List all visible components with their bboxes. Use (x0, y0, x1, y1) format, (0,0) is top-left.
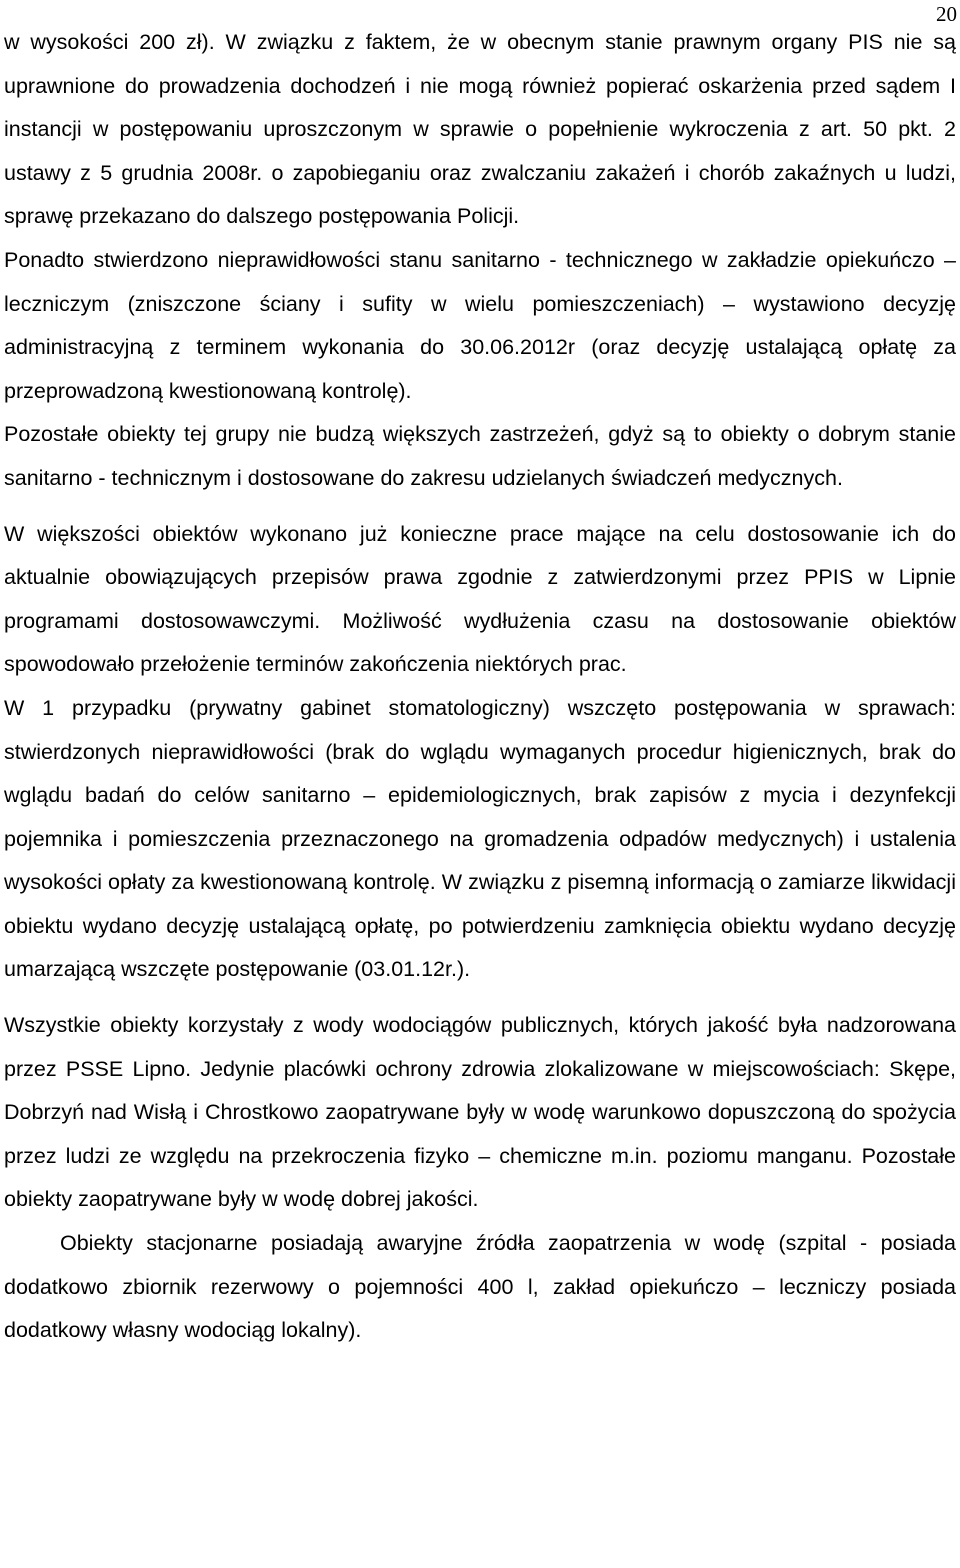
paragraph: W 1 przypadku (prywatny gabinet stomatologiczny) wszczęto postępowania w sprawach: stwierdzonych nieprawidłowości (brak do wglądu wymaganych procedur higienicznych, brak do wglądu badań do celów sanitarno – epidemiologicznych, brak zapisów z mycia i dezynfekcji pojemnika i pomieszczenia przeznaczonego na gromadzenia odpadów medycznych) i ustalenia wysokości opłaty za kwestionowaną kontrolę. W związku z pisemną informacją o zamiarze likwidacji obiektu wydano decyzję ustalającą opłatę, po potwierdzeniu zamknięcia obiektu wydano decyzję umarzającą wszczęte postępowanie (03.01.12r.). (4, 695, 956, 982)
document-body (4, 21, 956, 1353)
paragraph: Ponadto stwierdzono nieprawidłowości stanu sanitarno - technicznego w zakładzie opiekuńczo – leczniczym (zniszczone ściany i sufity w wielu pomieszczeniach) – wystawiono decyzję administracyjną z terminem wykonania do 30.06.2012r (oraz decyzję ustalającą opłatę za przeprowadzoną kwestionowaną kontrolę). (4, 247, 956, 403)
paragraph: Obiekty stacjonarne posiadają awaryjne źródła zaopatrzenia w wodę (szpital - posiada dodatkowo zbiornik rezerwowy o pojemności 400 l, zakład opiekuńczo – leczniczy posiada dodatkowy własny wodociąg lokalny). (4, 1231, 956, 1343)
paragraph: Wszystkie obiekty korzystały z wody wodociągów publicznych, których jakość była nadzorowana przez PSSE Lipno. Jedynie placówki ochrony zdrowia zlokalizowane w miejscowościach: Skępe, Dobrzyń nad Wisłą i Chrostkowo zaopatrywane były w wodę warunkowo dopuszczoną do spożycia przez ludzi ze względu na przekroczenia fizyko – chemiczne m.in. poziomu manganu. Pozostałe obiekty zaopatrywane były w wodę dobrej jakości. (4, 1013, 956, 1212)
paragraph: w wysokości 200 zł). W związku z faktem, że w obecnym stanie prawnym organy PIS nie są uprawnione do prowadzenia dochodzeń i nie mogą również popierać oskarżenia przed sądem I instancji w postępowaniu uproszczonym w sprawie o popełnienie wykroczenia z art. 50 pkt. 2 ustawy z 5 grudnia 2008r. o zapobieganiu oraz zwalczaniu zakażeń i chorób zakaźnych u ludzi, sprawę przekazano do dalszego postępowania Policji. (4, 30, 956, 229)
page-number: 20 (936, 2, 957, 26)
paragraph: W większości obiektów wykonano już konieczne prace mające na celu dostosowanie ich do aktualnie obowiązujących przepisów prawa zgodnie z zatwierdzonymi przez PPIS w Lipnie programami dostosowawczymi. Możliwość wydłużenia czasu na dostosowanie obiektów spowodowało przełożenie terminów zakończenia niektórych prac. (4, 521, 956, 677)
paragraph: Pozostałe obiekty tej grupy nie budzą większych zastrzeżeń, gdyż są to obiekty o dobrym stanie sanitarno - technicznym i dostosowane do zakresu udzielanych świadczeń medycznych. (4, 422, 956, 490)
